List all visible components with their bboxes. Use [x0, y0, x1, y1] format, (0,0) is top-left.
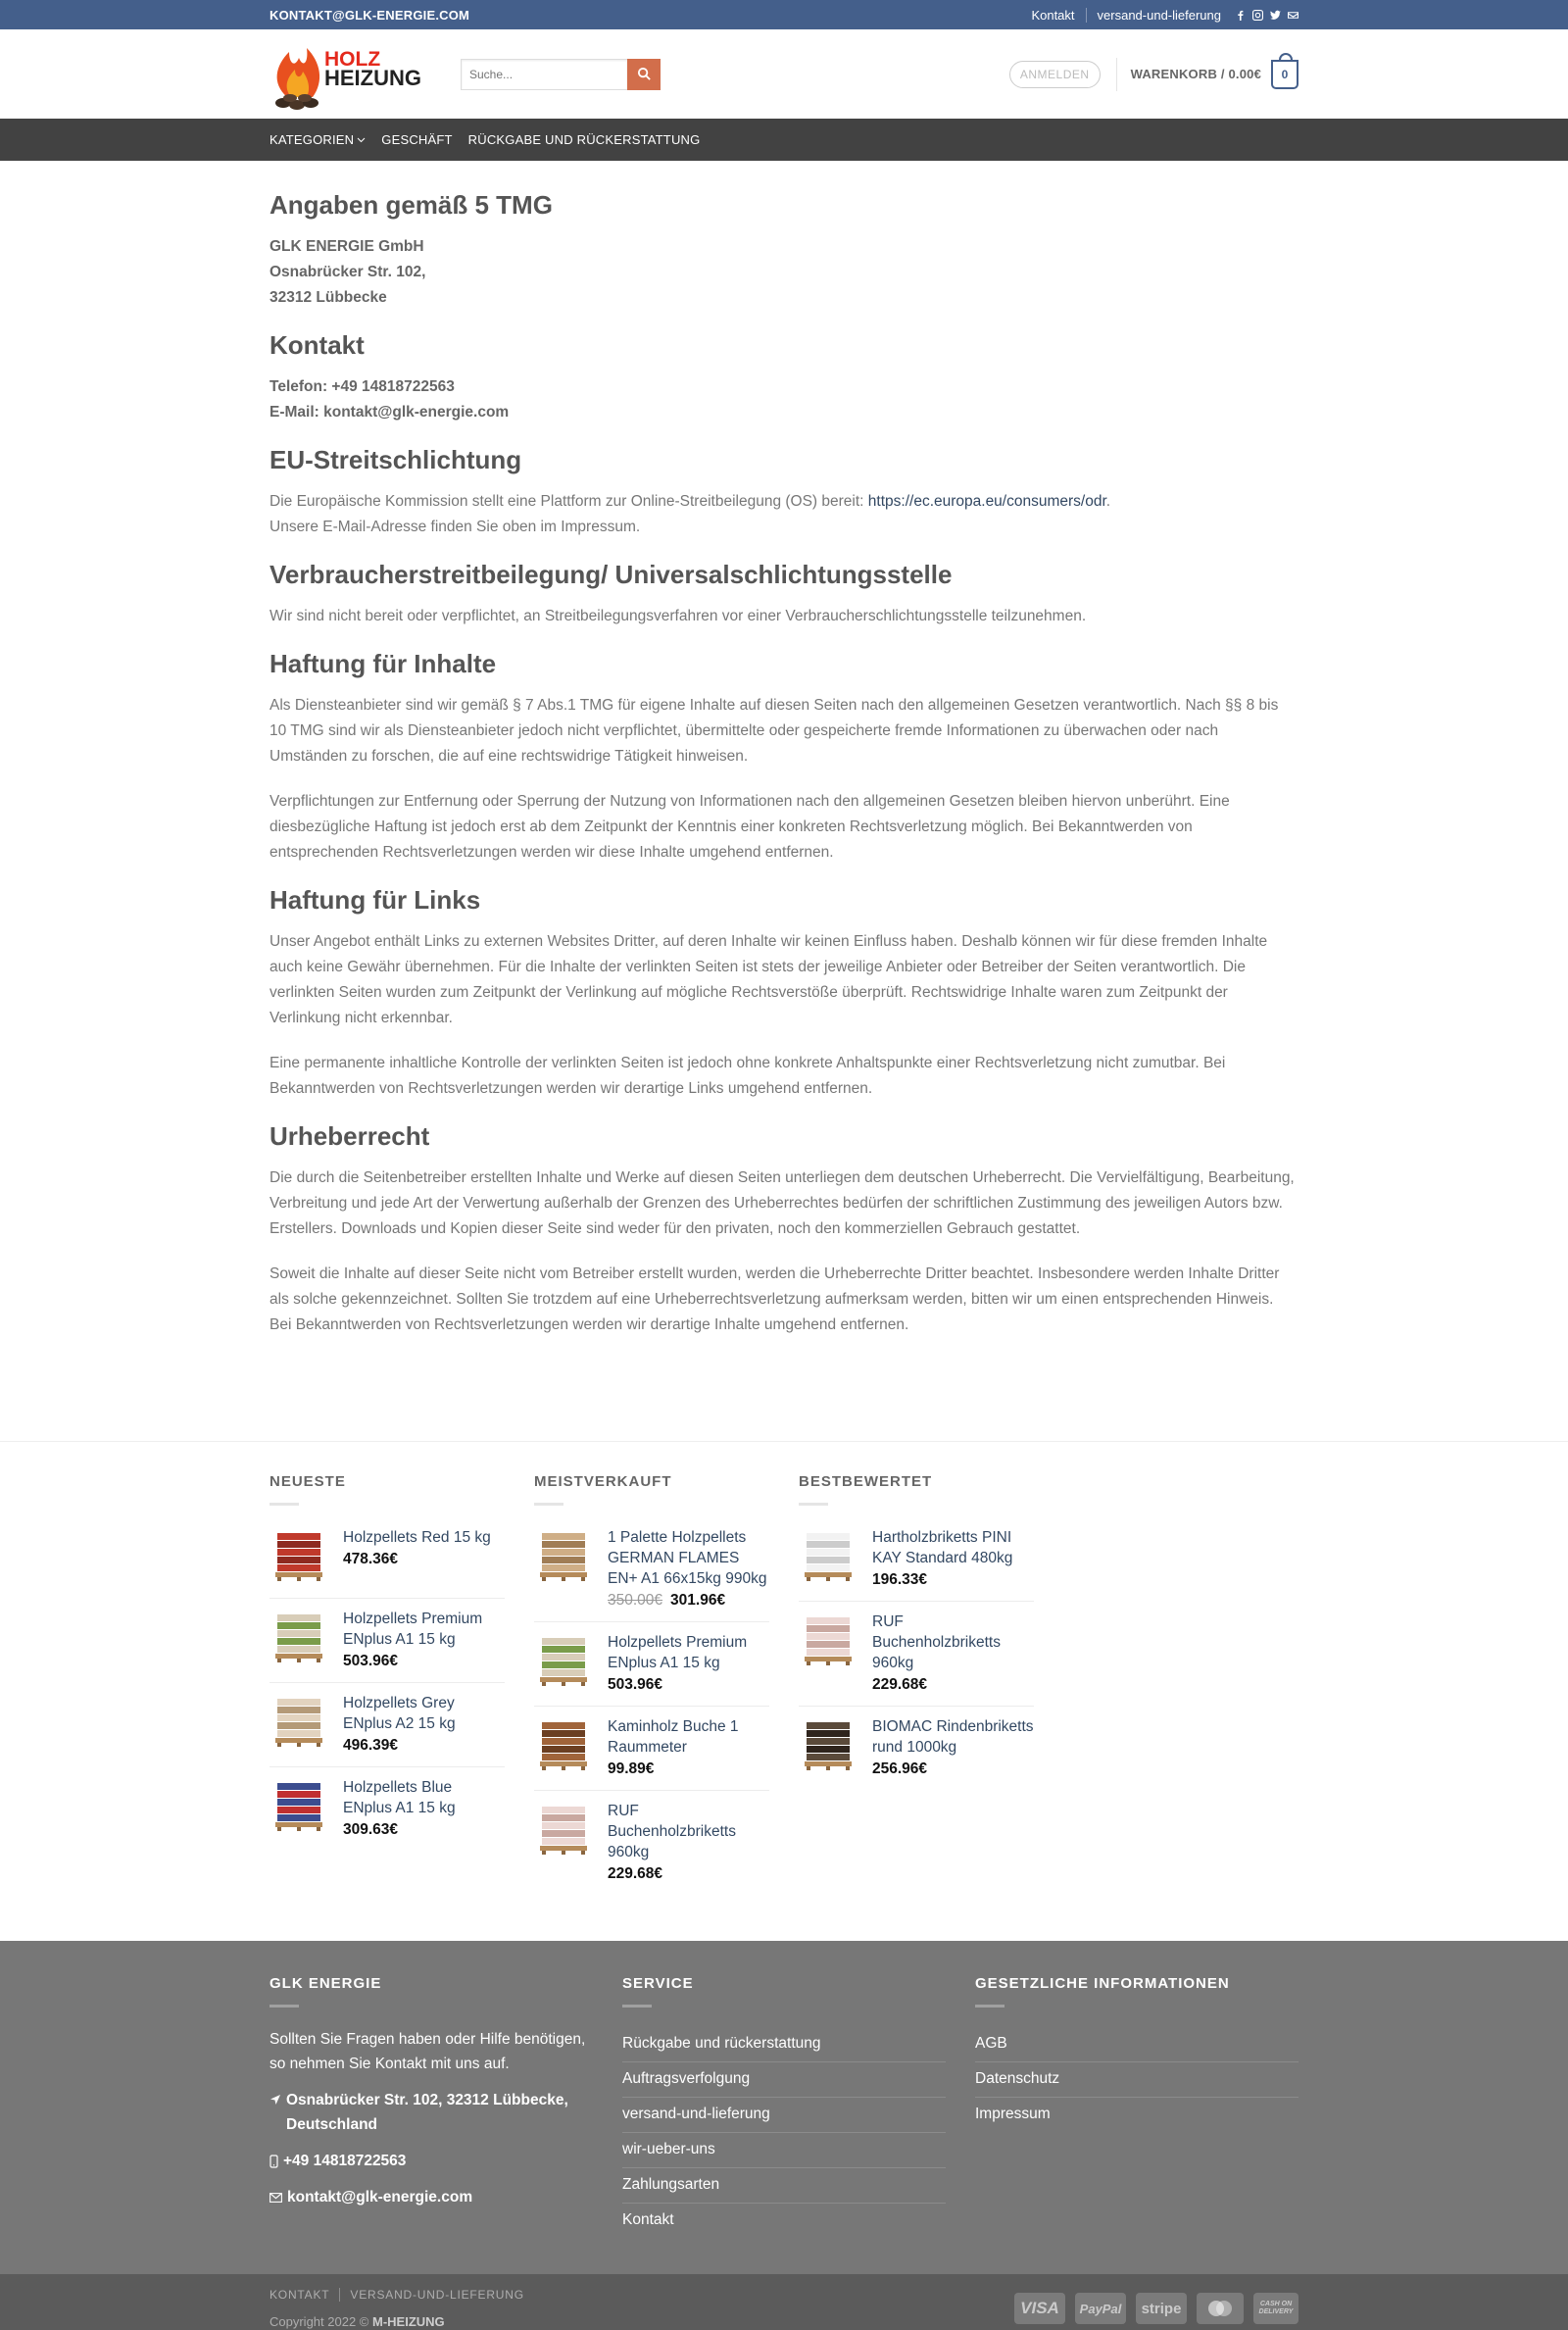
odr-link[interactable]: https://ec.europa.eu/consumers/odr	[867, 493, 1106, 510]
absfooter-link-versand[interactable]: VERSAND-UND-LIEFERUNG	[350, 2288, 524, 2302]
contact-phone: Telefon: +49 14818722563	[270, 378, 455, 395]
product-thumbnail[interactable]	[534, 1801, 593, 1859]
social-icons	[1235, 10, 1298, 21]
absolute-footer	[0, 2274, 1568, 2330]
product-thumbnail[interactable]	[534, 1716, 593, 1775]
footer-link[interactable]: AGB	[975, 2027, 1298, 2062]
copyright-brand: M-HEIZUNG	[371, 2314, 445, 2329]
product-item[interactable]	[270, 1777, 505, 1851]
logo-text-heizung: HEIZUNG	[324, 65, 421, 90]
product-name[interactable]: RUF Buchenholzbriketts 960kg	[872, 1613, 1001, 1671]
search-form	[461, 59, 661, 90]
title-divider	[270, 1503, 299, 1506]
login-button[interactable]: ANMELDEN	[1009, 61, 1101, 88]
product-thumbnail[interactable]	[799, 1527, 858, 1586]
twitter-icon[interactable]	[1270, 10, 1281, 21]
absfooter-links	[270, 2288, 544, 2302]
location-arrow-icon	[270, 2094, 281, 2106]
product-item[interactable]	[799, 1716, 1034, 1790]
section-paragraph: Als Diensteanbieter sind wir gemäß § 7 Abs.1 TMG für eigene Inhalte auf diesen Seiten nach den allgemeinen Gesetzen verantwortlich. Nach §§ 8 bis 10 TMG sind wir als Diensteanbieter jedoch nicht verpflichtet, übermittelte oder gespeicherte fremde Informationen zu überwachen oder nach Umständen zu forschen, die auf eine rechtswidrige Tätigkeit hinweisen.	[270, 697, 1279, 765]
top-bar	[0, 0, 1568, 29]
widget-title: MEISTVERKAUFT	[534, 1473, 672, 1490]
product-item[interactable]	[534, 1527, 769, 1622]
main-nav	[0, 119, 1568, 161]
site-footer	[0, 1941, 1568, 2274]
mastercard-icon	[1197, 2293, 1244, 2324]
product-price	[608, 1865, 769, 1883]
product-item[interactable]	[534, 1632, 769, 1707]
nav-item-rueckgabe[interactable]: RÜCKGABE UND RÜCKERSTATTUNG	[467, 132, 701, 147]
product-thumbnail[interactable]	[270, 1777, 328, 1836]
product-item[interactable]	[799, 1611, 1034, 1707]
product-price	[608, 1592, 769, 1610]
product-current-price: 99.89€	[608, 1760, 655, 1777]
envelope-icon	[270, 2193, 282, 2203]
topbar-email[interactable]: KONTAKT@GLK-ENERGIE.COM	[270, 7, 470, 23]
instagram-icon[interactable]	[1252, 10, 1263, 21]
product-name[interactable]: Kaminholz Buche 1 Raummeter	[608, 1718, 739, 1756]
product-item[interactable]	[270, 1693, 505, 1767]
search-icon	[637, 67, 652, 81]
absfooter-link-kontakt[interactable]: KONTAKT	[270, 2288, 340, 2302]
product-name[interactable]: Holzpellets Red 15 kg	[343, 1529, 491, 1546]
cart-link[interactable]: WARENKORB / 0.00€	[1130, 67, 1261, 81]
section-paragraph: Die durch die Seitenbetreiber erstellten Inhalte und Werke auf diesen Seiten unterliegen dem deutschen Urheberrecht. Die Vervielfältigung, Bearbeitung, Verbreitung und jede Art der Verwertung außerhalb der Grenzen des Urheberrechtes bedürfen der schriftlichen Zustimmung des jeweiligen Autors bzw. Erstellers. Downloads und Kopien dieser Seite sind weder für den privaten, noch den kommerziellen Gebrauch gestattet.	[270, 1169, 1295, 1237]
nav-item-label: KATEGORIEN	[270, 132, 355, 147]
paragraph-text: .	[1105, 493, 1111, 510]
contact-info	[270, 374, 1298, 425]
product-current-price: 301.96€	[670, 1592, 726, 1609]
product-current-price: 229.68€	[872, 1676, 928, 1693]
copyright-text: Copyright 2022 ©	[270, 2314, 372, 2329]
paypal-icon: PayPal	[1075, 2293, 1126, 2324]
section-title: Haftung für Inhalte	[270, 649, 497, 678]
product-price	[608, 1760, 769, 1778]
product-name[interactable]: RUF Buchenholzbriketts 960kg	[608, 1803, 736, 1860]
footer-link[interactable]: Kontakt	[622, 2211, 674, 2228]
footer-email-text: kontakt@glk-energie.com	[287, 2189, 473, 2206]
product-item[interactable]	[534, 1801, 769, 1895]
product-item[interactable]	[270, 1527, 505, 1599]
section-paragraph: Wir sind nicht bereit oder verpflichtet, an Streitbeilegungsverfahren vor einer Verbraucherschlichtungsstelle teilzunehmen.	[270, 608, 1087, 624]
paragraph-text: Unsere E-Mail-Adresse finden Sie oben im Impressum.	[270, 519, 641, 535]
product-item[interactable]	[270, 1609, 505, 1683]
product-old-price: 350.00€	[608, 1592, 663, 1609]
product-current-price: 196.33€	[872, 1571, 928, 1588]
footer-link[interactable]: Zahlungsarten	[622, 2168, 946, 2204]
visa-icon: VISA	[1014, 2293, 1065, 2324]
product-thumbnail[interactable]	[270, 1527, 328, 1586]
site-header	[0, 29, 1568, 119]
product-price	[872, 1760, 1034, 1778]
product-thumbnail[interactable]	[799, 1716, 858, 1775]
stripe-icon: stripe	[1136, 2293, 1187, 2324]
product-name[interactable]: Holzpellets Grey ENplus A2 15 kg	[343, 1695, 456, 1732]
product-price	[343, 1551, 491, 1568]
footer-phone[interactable]	[270, 2149, 593, 2173]
widget-neueste	[270, 1473, 505, 1905]
cart-icon[interactable]	[1271, 60, 1298, 89]
product-current-price: 256.96€	[872, 1760, 928, 1777]
product-current-price: 229.68€	[608, 1865, 663, 1882]
chevron-down-icon	[357, 137, 366, 143]
product-price	[872, 1676, 1034, 1694]
product-price	[343, 1737, 505, 1755]
footer-link[interactable]: Auftragsverfolgung	[622, 2062, 946, 2098]
section-paragraph: Eine permanente inhaltliche Kontrolle der verlinkten Seiten ist jedoch ohne konkrete Anhaltspunkte einer Rechtsverletzung nicht zumutbar. Bei Bekanntwerden von Rechtsverletzungen werden wir derartige Links umgehend entfernen.	[270, 1055, 1226, 1097]
section-title: EU-Streitschlichtung	[270, 445, 522, 474]
product-current-price: 503.96€	[343, 1653, 399, 1669]
footer-link[interactable]: wir-ueber-uns	[622, 2133, 946, 2168]
product-name[interactable]: BIOMAC Rindenbriketts rund 1000kg	[872, 1718, 1034, 1756]
site-logo[interactable]	[270, 38, 431, 111]
product-name[interactable]: Holzpellets Blue ENplus A1 15 kg	[343, 1779, 456, 1816]
phone-icon	[270, 2155, 278, 2168]
footer-link[interactable]: Rückgabe und rückerstattung	[622, 2027, 946, 2062]
contact-email: E-Mail: kontakt@glk-energie.com	[270, 404, 510, 421]
product-list	[799, 1527, 1034, 1790]
footer-link[interactable]: Impressum	[975, 2106, 1051, 2122]
product-current-price: 309.63€	[343, 1821, 399, 1838]
widget-bestbewertet	[799, 1473, 1034, 1905]
product-widgets	[0, 1441, 1568, 1941]
product-name[interactable]: Holzpellets Premium ENplus A1 15 kg	[608, 1634, 748, 1671]
footer-address	[270, 2088, 593, 2137]
cart-count: 0	[1281, 67, 1289, 81]
title-divider	[799, 1503, 828, 1506]
product-item[interactable]	[534, 1716, 769, 1791]
footer-link[interactable]: versand-und-lieferung	[622, 2098, 946, 2133]
footer-link[interactable]: Datenschutz	[975, 2062, 1298, 2098]
widget-title: BESTBEWERTET	[799, 1473, 933, 1490]
company-address	[270, 234, 1298, 311]
facebook-icon[interactable]	[1235, 10, 1246, 21]
mail-icon[interactable]	[1288, 10, 1298, 21]
cash-on-delivery-icon: CASH ON DELIVERY	[1253, 2293, 1298, 2324]
product-name[interactable]: Holzpellets Premium ENplus A1 15 kg	[343, 1611, 483, 1648]
product-current-price: 478.36€	[343, 1551, 399, 1567]
footer-col-company	[270, 1975, 593, 2238]
topbar-link-versand[interactable]: versand-und-lieferung	[1097, 7, 1221, 23]
topbar-link-kontakt[interactable]: Kontakt	[1020, 8, 1086, 23]
section-paragraph: Verpflichtungen zur Entfernung oder Sperrung der Nutzung von Informationen nach den allgemeinen Gesetzen bleiben hiervon unberührt. Eine diesbezügliche Haftung ist jedoch erst ab dem Zeitpunkt der Kenntnis einer konkreten Rechtsverletzung möglich. Bei Bekanntwerden von entsprechenden Rechtsverletzungen werden wir diese Inhalte umgehend entfernen.	[270, 793, 1230, 861]
product-current-price: 496.39€	[343, 1737, 399, 1754]
product-thumbnail[interactable]	[534, 1527, 593, 1586]
section-title: Haftung für Links	[270, 885, 481, 915]
copyright	[270, 2314, 544, 2329]
widget-meistverkauft	[534, 1473, 769, 1905]
logo-text-holz: HOLZ	[324, 47, 381, 71]
search-input[interactable]	[461, 59, 627, 90]
section-title: Kontakt	[270, 330, 365, 360]
section-paragraph: Unser Angebot enthält Links zu externen Websites Dritter, auf deren Inhalte wir keinen Einfluss haben. Deshalb können wir für diese fremden Inhalte auch keine Gewähr übernehmen. Für die Inhalte der verlinkten Seiten ist stets der jeweilige Anbieter oder Betreiber der Seiten verantwortlich. Die verlinkten Seiten wurden zum Zeitpunkt der Verlinkung auf mögliche Rechtsverstöße überprüft. Rechtswidrige Inhalte waren zum Zeitpunkt der Verlinkung nicht erkennbar.	[270, 933, 1268, 1026]
section-title: Verbraucherstreitbeilegung/ Universalschlichtungsstelle	[270, 560, 953, 589]
company-name: GLK ENERGIE GmbH	[270, 238, 424, 255]
footer-address-text: Osnabrücker Str. 102, 32312 Lübbecke, Deutschland	[286, 2092, 568, 2133]
section-title: Angaben gemäß 5 TMG	[270, 190, 553, 220]
footer-text: Sollten Sie Fragen haben oder Hilfe benötigen, so nehmen Sie Kontakt mit uns auf.	[270, 2031, 586, 2072]
product-list	[270, 1527, 505, 1851]
product-price	[872, 1571, 1034, 1589]
address-city: 32312 Lübbecke	[270, 289, 387, 306]
footer-email[interactable]	[270, 2185, 593, 2209]
nav-item-kategorien[interactable]	[270, 132, 366, 147]
footer-title: GESETZLICHE INFORMATIONEN	[975, 1975, 1230, 1992]
footer-col-service	[622, 1975, 946, 2238]
main-content	[0, 161, 1568, 1441]
title-divider	[622, 2005, 652, 2008]
footer-phone-text: +49 14818722563	[283, 2153, 407, 2169]
search-button[interactable]	[627, 59, 661, 90]
product-current-price: 503.96€	[608, 1676, 663, 1693]
product-price	[343, 1653, 505, 1670]
payment-icons	[1014, 2293, 1298, 2329]
nav-item-geschaeft[interactable]: GESCHÄFT	[381, 132, 453, 147]
paragraph-text: Die Europäische Kommission stellt eine Plattform zur Online-Streitbeilegung (OS) bereit:	[270, 493, 868, 510]
title-divider	[270, 2005, 299, 2008]
product-price	[343, 1821, 505, 1839]
widget-title: NEUESTE	[270, 1473, 346, 1490]
product-thumbnail[interactable]	[270, 1609, 328, 1667]
footer-title: SERVICE	[622, 1975, 694, 1992]
product-thumbnail[interactable]	[534, 1632, 593, 1691]
product-price	[608, 1676, 769, 1694]
header-divider	[1116, 58, 1117, 91]
section-paragraph: Soweit die Inhalte auf dieser Seite nicht vom Betreiber erstellt wurden, werden die Urheberrechte Dritter beachtet. Insbesondere werden Inhalte Dritter als solche gekennzeichnet. Sollten Sie trotzdem auf eine Urheberrechtsverletzung aufmerksam werden, bitten wir um einen entsprechenden Hinweis. Bei Bekanntwerden von Rechtsverletzungen werden wir derartige Inhalte umgehend entfernen.	[270, 1265, 1280, 1333]
footer-link-list	[622, 2027, 946, 2238]
product-name[interactable]: 1 Palette Holzpellets GERMAN FLAMES EN+ A1 66x15kg 990kg	[608, 1529, 767, 1587]
product-item[interactable]	[799, 1527, 1034, 1602]
footer-link-list	[975, 2027, 1298, 2132]
product-list	[534, 1527, 769, 1895]
title-divider	[534, 1503, 564, 1506]
footer-col-legal	[975, 1975, 1298, 2238]
section-paragraph	[270, 489, 1298, 540]
title-divider	[975, 2005, 1004, 2008]
address-street: Osnabrücker Str. 102,	[270, 264, 426, 280]
footer-title: GLK ENERGIE	[270, 1975, 382, 1992]
section-title: Urheberrecht	[270, 1121, 430, 1151]
product-thumbnail[interactable]	[270, 1693, 328, 1752]
product-thumbnail[interactable]	[799, 1611, 858, 1670]
product-name[interactable]: Hartholzbriketts PINI KAY Standard 480kg	[872, 1529, 1013, 1566]
